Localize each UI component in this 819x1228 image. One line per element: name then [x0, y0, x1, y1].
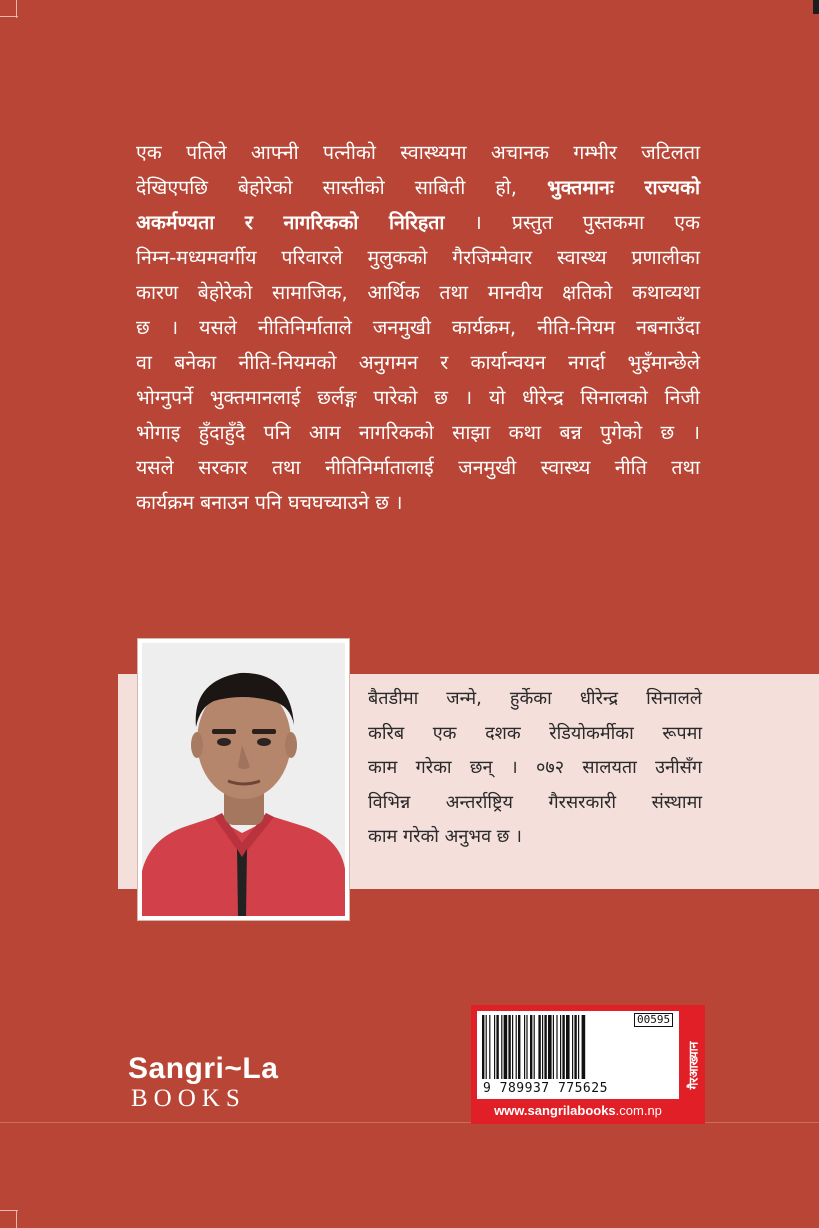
blurb-line: निम्न-मध्यमवर्गीय परिवारले मुलुकको गैरजिम्मेवार स्वास्थ्य प्रणालीका [136, 246, 700, 269]
genre-label-text: गैरआख्यान [686, 1041, 701, 1089]
barcode-bar [542, 1015, 543, 1079]
publisher-sub: BOOKS [131, 1085, 246, 1112]
barcode-bar [578, 1015, 579, 1079]
url-tld: .com.np [615, 1103, 662, 1118]
blurb-line [136, 205, 700, 240]
barcode-bar [572, 1015, 573, 1079]
barcode-bar [560, 1015, 561, 1079]
url-domain: www.sangrilabooks [494, 1103, 616, 1118]
crop-mark-bottom-left-v [16, 1210, 17, 1228]
blurb-line-text: देखिएपछि बेहोरेको सास्तीको साबिती हो, [136, 176, 517, 199]
genre-label [684, 1011, 702, 1119]
bio-line: बैतडीमा जन्मे, हुर्केका धीरेन्द्र सिनालले [368, 688, 702, 709]
barcode-bar [562, 1015, 564, 1079]
author-bio [368, 682, 702, 855]
barcode-bar [501, 1015, 502, 1079]
barcode-bar [553, 1015, 554, 1079]
book-title-bold: भुक्तमानः राज्यको [547, 176, 700, 199]
barcode-bar [538, 1015, 540, 1079]
price-code: 00595 [634, 1013, 673, 1027]
barcode-bar [516, 1015, 517, 1079]
barcode-bar [496, 1015, 498, 1079]
crop-corner-mark [813, 0, 819, 14]
barcode-panel [477, 1011, 679, 1099]
barcode-bar [526, 1015, 527, 1079]
author-photo [142, 643, 345, 916]
blurb-line-text: । प्रस्तुत पुस्तकमा एक [444, 211, 700, 234]
blurb-line [136, 170, 700, 205]
crop-mark-top-left-v [16, 0, 17, 18]
blurb-line: कार्यक्रम बनाउन पनि घचघच्याउने छ । [136, 491, 403, 514]
barcode-bar [482, 1015, 484, 1079]
barcode-bar [489, 1015, 490, 1079]
barcode-bar [486, 1015, 487, 1079]
publisher-logo [128, 1052, 278, 1112]
blurb-line: यसले सरकार तथा नीतिनिर्मातालाई जनमुखी स्वास्थ्य नीति तथा [136, 456, 700, 479]
barcode-bar [566, 1015, 570, 1079]
bio-line: काम गरेका छन् । ०७२ सालयता उनीसँग [368, 757, 702, 778]
isbn-number: 9 789937 775625 [483, 1081, 608, 1096]
barcode-bar [524, 1015, 525, 1079]
author-photo-frame [138, 639, 349, 920]
barcode-bar [574, 1015, 576, 1079]
publisher-url [477, 1103, 679, 1118]
barcode-bar [518, 1015, 520, 1079]
book-subtitle-bold: अकर्मण्यता र नागरिकको निरिहता [136, 211, 445, 234]
blurb-line: एक पतिले आफ्नी पत्नीको स्वास्थ्यमा अचानक गम्भीर जटिलता [136, 141, 700, 164]
barcode-bar [544, 1015, 546, 1079]
barcode-bar [494, 1015, 495, 1079]
bio-line: काम गरेको अनुभव छ । [368, 826, 522, 847]
blurb-line: कारण बेहोरेको सामाजिक, आर्थिक तथा मानवीय क्षतिको कथाव्यथा [136, 281, 700, 304]
barcode-bar [512, 1015, 513, 1079]
barcode-bar [556, 1015, 557, 1079]
author-portrait-image [142, 643, 345, 916]
barcode-bar [548, 1015, 552, 1079]
barcode-bar [508, 1015, 510, 1079]
barcode-bar [504, 1015, 508, 1079]
barcode-bars [482, 1015, 632, 1081]
isbn-barcode-box [471, 1005, 705, 1124]
back-cover-blurb [136, 135, 700, 520]
bio-line: विभिन्न अन्तर्राष्ट्रिय गैरसरकारी संस्थामा [368, 791, 702, 813]
publisher-brand: Sangri~La [128, 1052, 279, 1085]
blurb-line: भोग्नुपर्ने भुक्तमानलाई छर्लङ्ग पारेको छ । यो धीरेन्द्र सिनालको निजी [136, 386, 700, 409]
blurb-line: छ । यसले नीतिनिर्माताले जनमुखी कार्यक्रम, नीति-नियम नबनाउँदा [136, 316, 700, 339]
barcode-bar [534, 1015, 535, 1079]
blurb-line: भोगाइ हुँदाहुँदै पनि आम नागरिकको साझा कथा बन्न पुगेको छ । [136, 421, 700, 444]
bio-line: करिब एक दशक रेडियोकर्मीका रूपमा [368, 722, 702, 744]
barcode-bar [530, 1015, 532, 1079]
barcode-bar [582, 1015, 586, 1079]
blurb-line: वा बनेका नीति-नियमको अनुगमन र कार्यान्वयन नगर्दा भुइँमान्छेले [136, 351, 700, 374]
